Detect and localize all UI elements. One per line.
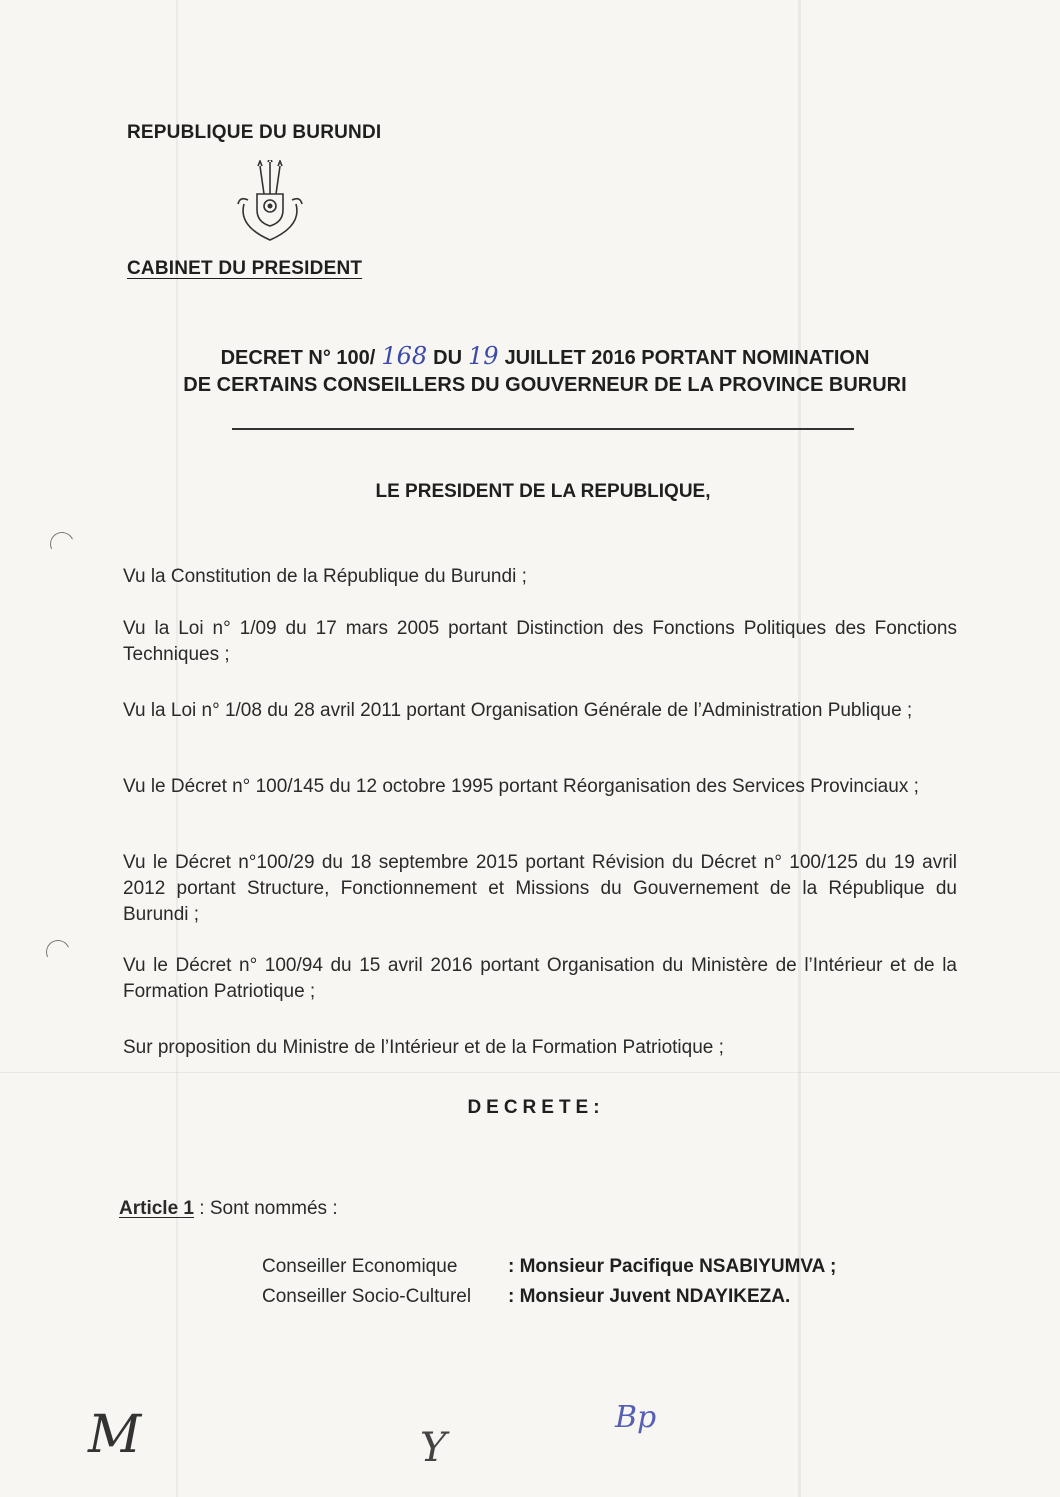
article-1 (119, 1198, 338, 1220)
title-divider (232, 428, 854, 430)
considerant-decret-100-94: Vu le Décret n° 100/94 du 15 avril 2016 portant Organisation du Ministère de l’Intérieur et de la Formation Patriotique ; (123, 955, 957, 1002)
nomination-name: : Monsieur Juvent NDAYIKEZA. (508, 1286, 791, 1307)
nomination-name: : Monsieur Pacifique NSABIYUMVA ; (508, 1256, 837, 1277)
considerant-loi-1-08: Vu la Loi n° 1/08 du 28 avril 2011 portant Organisation Générale de l’Administration Publique ; (123, 700, 913, 721)
considerant-loi-1-09: Vu la Loi n° 1/09 du 17 mars 2005 portant Distinction des Fonctions Politiques des Fonctions Techniques ; (123, 618, 957, 665)
nomination-role: Conseiller Economique (262, 1256, 458, 1277)
nomination-row (262, 1286, 790, 1308)
considerant-proposition: Sur proposition du Ministre de l’Intérieur et de la Formation Patriotique ; (123, 1037, 724, 1058)
decree-title-line2: DE CERTAINS CONSEILLERS DU GOUVERNEUR DE LA PROVINCE BURURI (183, 374, 907, 396)
handwritten-initial: Bp (615, 1400, 657, 1435)
office-heading: CABINET DU PRESIDENT (127, 258, 363, 279)
decrete-heading: DECRETE: (467, 1097, 605, 1118)
title-du: DU (433, 347, 463, 369)
article-text: : Sont nommés : (199, 1198, 338, 1219)
country-heading: REPUBLIQUE DU BURUNDI (127, 122, 382, 143)
preamble-heading: LE PRESIDENT DE LA REPUBLIQUE, (375, 481, 711, 502)
handwritten-decree-number: 168 (381, 342, 428, 370)
title-line1-suffix: JUILLET 2016 PORTANT NOMINATION (504, 347, 870, 369)
scan-fold-line (176, 0, 178, 1497)
nomination-row (262, 1256, 836, 1278)
decree-title-line1 (150, 342, 940, 370)
handwritten-initial: Y (420, 1425, 447, 1471)
scan-fold-line (0, 1072, 1060, 1073)
article-label: Article 1 (119, 1198, 194, 1219)
nomination-role: Conseiller Socio-Culturel (262, 1286, 472, 1307)
handwritten-day: 19 (468, 342, 499, 370)
decree-number-prefix: DECRET N° 100/ (220, 347, 376, 369)
punch-hole-mark (47, 529, 78, 560)
handwritten-initial: M (88, 1405, 142, 1465)
considerant-constitution: Vu la Constitution de la République du Burundi ; (123, 566, 527, 587)
burundi-coat-of-arms-icon (230, 160, 310, 248)
punch-hole-mark (43, 937, 74, 968)
considerant-decret-100-145: Vu le Décret n° 100/145 du 12 octobre 1995 portant Réorganisation des Services Provinciaux ; (123, 776, 919, 797)
considerant-decret-100-29: Vu le Décret n°100/29 du 18 septembre 2015 portant Révision du Décret n° 100/125 du 19 avril 2012 portant Structure, Fonctionnement et Missions du Gouvernement de la République du Burundi ; (123, 852, 957, 925)
